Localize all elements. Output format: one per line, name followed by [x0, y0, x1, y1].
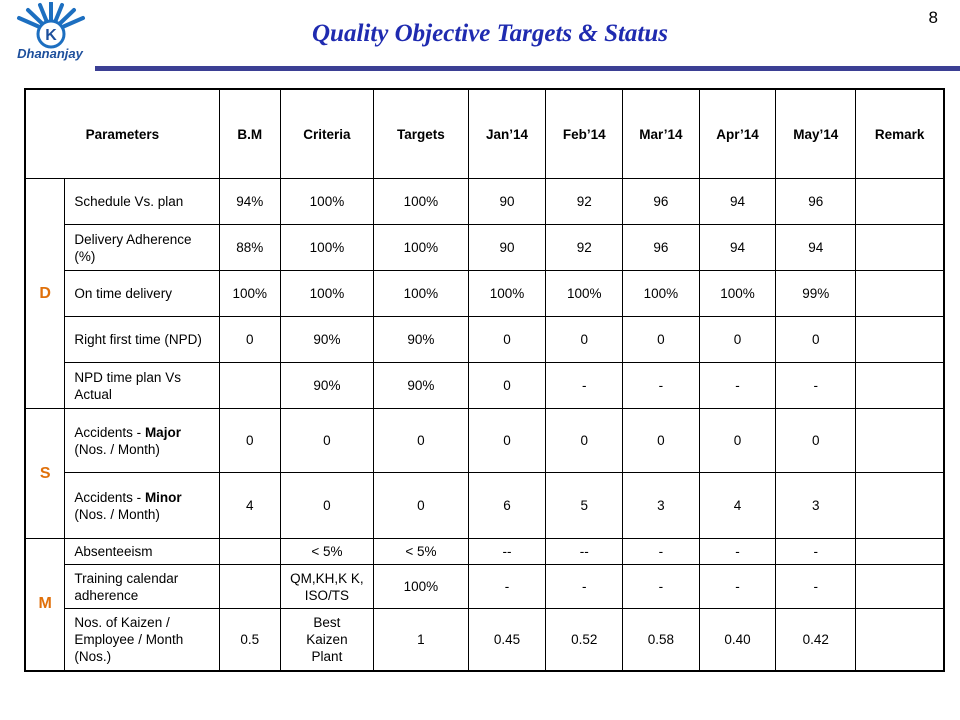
row-targets: < 5%	[374, 539, 469, 565]
header-feb: Feb’14	[546, 89, 623, 179]
row-remark	[856, 609, 944, 671]
row-criteria: 100%	[280, 179, 373, 225]
row-bm	[219, 565, 280, 609]
row-targets: 100%	[374, 225, 469, 271]
row-bm: 0.5	[219, 609, 280, 671]
row-may: -	[776, 539, 856, 565]
row-remark	[856, 565, 944, 609]
row-jan: 90	[468, 225, 546, 271]
table-row	[25, 179, 944, 225]
row-criteria: QM,KH,K K, ISO/TS	[280, 565, 373, 609]
row-may: 0.42	[776, 609, 856, 671]
row-targets: 90%	[374, 317, 469, 363]
row-parameter: Accidents - Minor (Nos. / Month)	[65, 473, 219, 539]
row-bm: 0	[219, 317, 280, 363]
row-mar: 100%	[623, 271, 700, 317]
row-criteria: 100%	[280, 225, 373, 271]
row-bm	[219, 363, 280, 409]
row-may: -	[776, 363, 856, 409]
row-parameter: Training calendar adherence	[65, 565, 219, 609]
sunburst-logo-icon	[6, 2, 96, 52]
row-targets: 100%	[374, 565, 469, 609]
row-feb: -	[546, 565, 623, 609]
row-jan: 0	[468, 363, 546, 409]
row-bm: 88%	[219, 225, 280, 271]
row-feb: 100%	[546, 271, 623, 317]
table-row	[25, 609, 944, 671]
row-targets: 1	[374, 609, 469, 671]
table-header-row	[25, 89, 944, 179]
row-parameter: Right first time (NPD)	[65, 317, 219, 363]
row-apr: -	[699, 363, 776, 409]
row-apr: 0.40	[699, 609, 776, 671]
svg-text:K: K	[45, 27, 57, 44]
row-parameter: Absenteeism	[65, 539, 219, 565]
page-number: 8	[928, 8, 938, 27]
row-feb: 0	[546, 409, 623, 473]
row-criteria: 0	[280, 473, 373, 539]
header-mar: Mar’14	[623, 89, 700, 179]
row-jan: 0	[468, 409, 546, 473]
quality-objectives-table	[24, 88, 945, 672]
row-targets: 90%	[374, 363, 469, 409]
row-parameter: Accidents - Major (Nos. / Month)	[65, 409, 219, 473]
row-bm: 100%	[219, 271, 280, 317]
row-parameter: On time delivery	[65, 271, 219, 317]
row-remark	[856, 363, 944, 409]
row-feb: --	[546, 539, 623, 565]
row-may: 0	[776, 317, 856, 363]
table-row	[25, 271, 944, 317]
table-row	[25, 565, 944, 609]
category-s: S	[25, 409, 65, 539]
row-criteria: < 5%	[280, 539, 373, 565]
row-may: 0	[776, 409, 856, 473]
row-parameter: NPD time plan Vs Actual	[65, 363, 219, 409]
header-parameters: Parameters	[25, 89, 219, 179]
row-remark	[856, 317, 944, 363]
row-apr: 4	[699, 473, 776, 539]
row-feb: 0.52	[546, 609, 623, 671]
row-bm: 94%	[219, 179, 280, 225]
row-apr: 94	[699, 225, 776, 271]
row-mar: -	[623, 565, 700, 609]
header-apr: Apr’14	[699, 89, 776, 179]
header-rule	[95, 66, 960, 71]
row-apr: 0	[699, 409, 776, 473]
row-remark	[856, 473, 944, 539]
row-criteria: 90%	[280, 317, 373, 363]
row-parameter: Schedule Vs. plan	[65, 179, 219, 225]
row-feb: -	[546, 363, 623, 409]
row-bm: 4	[219, 473, 280, 539]
row-jan: -	[468, 565, 546, 609]
row-feb: 5	[546, 473, 623, 539]
table-row	[25, 317, 944, 363]
row-apr: -	[699, 539, 776, 565]
row-targets: 100%	[374, 179, 469, 225]
row-feb: 92	[546, 179, 623, 225]
row-criteria: 90%	[280, 363, 373, 409]
header-jan: Jan’14	[468, 89, 546, 179]
row-apr: -	[699, 565, 776, 609]
category-d: D	[25, 179, 65, 409]
row-apr: 0	[699, 317, 776, 363]
row-mar: 0.58	[623, 609, 700, 671]
row-may: 3	[776, 473, 856, 539]
row-feb: 0	[546, 317, 623, 363]
row-jan: 100%	[468, 271, 546, 317]
table-row	[25, 409, 944, 473]
row-mar: 96	[623, 179, 700, 225]
row-remark	[856, 225, 944, 271]
row-criteria: 0	[280, 409, 373, 473]
row-mar: -	[623, 363, 700, 409]
header-bm: B.M	[219, 89, 280, 179]
table-row	[25, 363, 944, 409]
page-title: Quality Objective Targets & Status	[311, 20, 669, 47]
row-jan: 0	[468, 317, 546, 363]
header-targets: Targets	[374, 89, 469, 179]
category-m: M	[25, 539, 65, 671]
row-jan: --	[468, 539, 546, 565]
table-row	[25, 225, 944, 271]
row-apr: 100%	[699, 271, 776, 317]
row-targets: 100%	[374, 271, 469, 317]
row-mar: 0	[623, 409, 700, 473]
row-mar: -	[623, 539, 700, 565]
row-jan: 0.45	[468, 609, 546, 671]
row-remark	[856, 539, 944, 565]
row-mar: 0	[623, 317, 700, 363]
row-remark	[856, 179, 944, 225]
row-mar: 96	[623, 225, 700, 271]
row-remark	[856, 271, 944, 317]
row-apr: 94	[699, 179, 776, 225]
row-mar: 3	[623, 473, 700, 539]
row-targets: 0	[374, 409, 469, 473]
header-remark: Remark	[856, 89, 944, 179]
row-remark	[856, 409, 944, 473]
row-parameter: Delivery Adherence (%)	[65, 225, 219, 271]
row-jan: 90	[468, 179, 546, 225]
row-jan: 6	[468, 473, 546, 539]
row-targets: 0	[374, 473, 469, 539]
row-bm: 0	[219, 409, 280, 473]
logo-text: Dhananjay	[17, 46, 83, 61]
table-row	[25, 539, 944, 565]
header-may: May’14	[776, 89, 856, 179]
row-criteria: 100%	[280, 271, 373, 317]
row-bm	[219, 539, 280, 565]
row-may: 96	[776, 179, 856, 225]
row-may: 99%	[776, 271, 856, 317]
table-row	[25, 473, 944, 539]
row-parameter: Nos. of Kaizen / Employee / Month (Nos.)	[65, 609, 219, 671]
row-may: -	[776, 565, 856, 609]
header-criteria: Criteria	[280, 89, 373, 179]
row-feb: 92	[546, 225, 623, 271]
row-may: 94	[776, 225, 856, 271]
row-criteria: Best Kaizen Plant	[280, 609, 373, 671]
